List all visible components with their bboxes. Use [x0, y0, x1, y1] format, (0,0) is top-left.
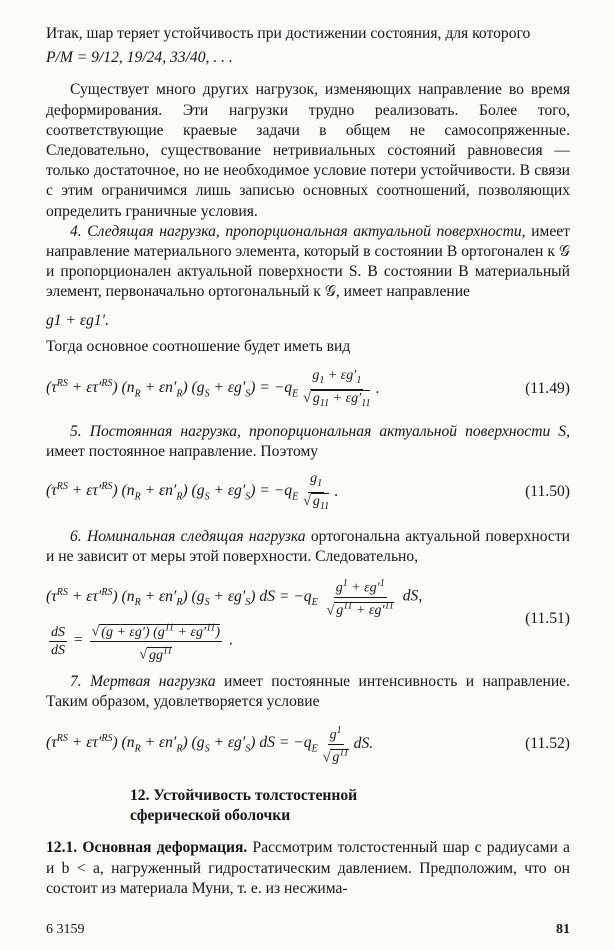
- following-load-text: имеет направление материального элемента, который в состоянии B ортогонален к 𝒢 и пропорционален актуальной поверхности S. В состоянии B материальный элемент, первоначально ортогональный к 𝒢, имеет направление: [46, 222, 570, 301]
- paragraph-dead-load: [46, 672, 570, 712]
- equation-number: (11.49): [525, 380, 570, 398]
- dead-load-title: 7. Мертвая нагрузка: [70, 672, 216, 690]
- constant-load-title: 5. Постоянная нагрузка, пропорциональная актуальной поверхности S,: [70, 422, 570, 440]
- equation-11-50: [46, 470, 570, 515]
- basic-deformation-text: Рассмотрим толстостенный шар с радиусами a и b < a, нагруженный гидростатическим давлением. Предположим, что он состоит из материала Муни, т. е. из несжима-: [46, 839, 570, 897]
- intro-paragraph: Итак, шар теряет устойчивость при достижении состояния, для которого: [46, 25, 531, 42]
- paragraph-following-load: [46, 222, 570, 303]
- equation-11-49: [46, 367, 570, 412]
- section-title-line-2: сферической оболочки: [130, 807, 291, 825]
- basic-deformation-heading: 12.1. Основная деформация.: [46, 839, 248, 857]
- equation-number: (11.52): [525, 735, 570, 753]
- paragraph-basic-deformation: [46, 838, 570, 899]
- following-load-title: 4. Следящая нагрузка, пропорциональная актуальной поверхности,: [70, 222, 526, 240]
- page-number: 81: [556, 922, 570, 937]
- equation-11-52-body: $(\tau^{RS} + \varepsilon\tau'^{RS}) (n_R + \varepsilon n'_R) (g_S + \varepsilon g'_S)$ dS = $-q_E$ $\frac{g^1}{√ g^{11}}$ dS.: [46, 722, 510, 766]
- constant-load-text: имеет постоянное направление. Поэтому: [46, 442, 319, 460]
- equation-11-51: [46, 575, 570, 664]
- equation-number: (11.51): [525, 610, 570, 628]
- nominal-load-title: 6. Номинальная следящая нагрузка: [70, 527, 306, 545]
- dead-load-text: имеет постоянные интенсивность и направление. Таким образом, удовлетворяется условие: [46, 672, 571, 710]
- page-footer: [46, 922, 570, 938]
- paragraph-nominal-load: [46, 527, 570, 567]
- equation-11-52: [46, 722, 570, 766]
- paragraph-loads: Существует много других нагрузок, изменяющих направление во время деформирования. Эти нагрузки трудно реализовать. Более того, соответствующие краевые задачи в общем не самосопряженные. Следовательно, существование нетривиальных состояний равновесия — только достаточное, но не необходимое условие потери устойчивости. В связи с этим ограничимся лишь записью основных соотношений, позволяющих определить граничные условия.: [46, 81, 570, 220]
- ratio-formula: P/M = 9/12, 19/24, 33/40, . . .: [46, 49, 233, 67]
- equation-11-51-body: $(\tau^{RS} + \varepsilon\tau'^{RS}) (n_R + \varepsilon n'_R) (g_S + \varepsilon g'_S)$ dS = $-q_E$ $\frac{g^1 + \varepsilon g'^1}{√ g^{11} + \varepsilon g'^{11}}$ dS, $\frac{dS}{dS}$ = $\frac{√ (g + \varepsilon g') (g^{11} + \varepsilon g'^{11})}{√ gg^{11}}$ .: [46, 575, 510, 664]
- footer-signature: 6 3159: [46, 922, 85, 937]
- equation-number: (11.50): [525, 483, 570, 501]
- equation-11-49-body: $(\tau^{RS} + \varepsilon\tau'^{RS}) (n_R + \varepsilon n'_R) (g_S + \varepsilon g'_S) = -q_E$ $\frac{g_1 + \varepsilon g'_1}{√ g_{11} + \varepsilon g'_{11}}$ .: [46, 368, 380, 409]
- section-title-line-1: 12. Устойчивость толстостенной: [130, 787, 358, 805]
- equation-11-50-body: $(\tau^{RS} + \varepsilon\tau'^{RS}) (n_R + \varepsilon n'_R) (g_S + \varepsilon g'_S) = -q_E$ $\frac{g_1}{√ g_{11}}$ .: [46, 471, 339, 512]
- direction-vector: g1 + εg1′.: [46, 311, 109, 329]
- page-body: [46, 24, 570, 899]
- relation-intro: Тогда основное соотношение будет иметь вид: [46, 337, 351, 355]
- nominal-load-text: ортогональна актуальной поверхности и не зависит от меры этой поверхности. Следовательно,: [46, 527, 570, 565]
- paragraph-constant-load: [46, 422, 570, 462]
- section-heading: [130, 786, 570, 826]
